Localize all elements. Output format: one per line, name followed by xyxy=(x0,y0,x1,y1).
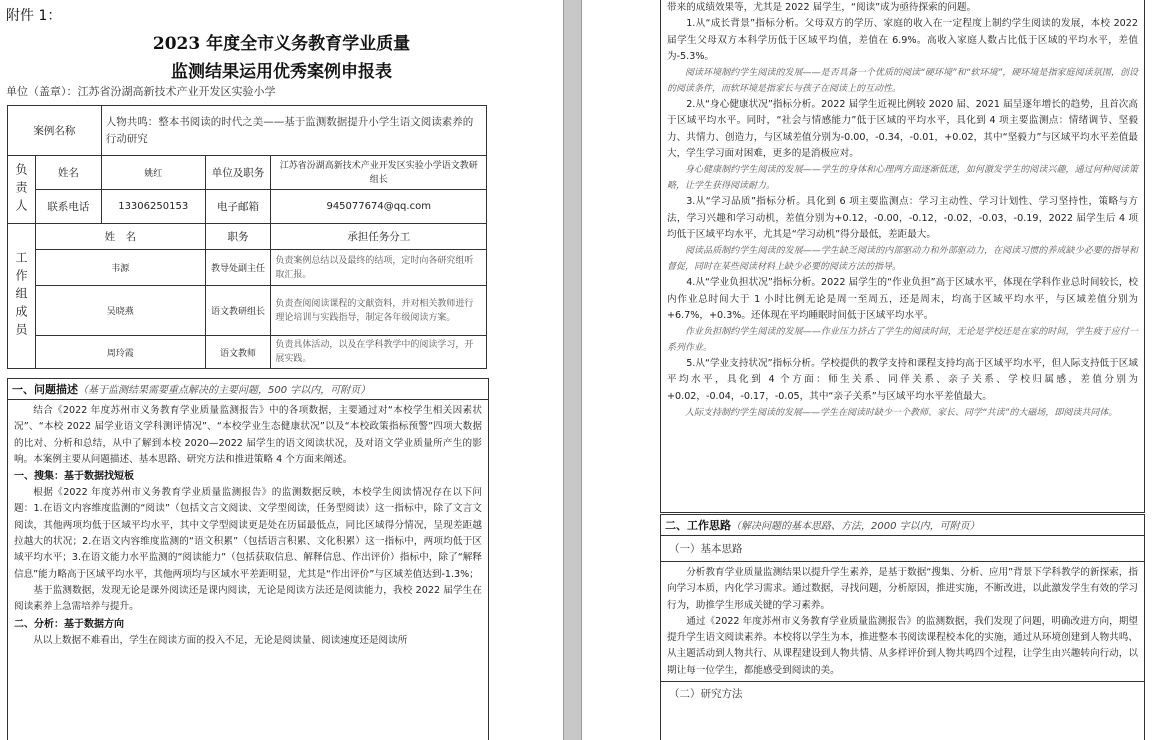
org-value: 江苏省汾湖高新技术产业开发区实验小学语文教研组长 xyxy=(271,156,487,190)
page-divider xyxy=(581,0,582,740)
team-col-name: 姓 名 xyxy=(35,224,205,250)
item-2-note: 身心健康制约学生阅读的发展——学生的身体和心理两方面逐渐低迷，如何激发学生的阅读兴趣，通过何种阅读策略，让学生获得阅读耐力。 xyxy=(667,165,1138,192)
unit-label: 单位（盖章）：江苏省汾湖高新技术产业开发区实验小学 xyxy=(6,85,276,98)
section1-heading-note: （基于监测结果需要重点解决的主要问题，500 字以内，可附页） xyxy=(78,385,371,396)
section2-heading xyxy=(661,515,1144,536)
member-task: 负责案例总结以及最终的结项，定时向各研究组听取汇报。 xyxy=(271,250,487,286)
item-4-text: 4.从“学业负担状况”指标分析。2022 届学生的“作业负担”高于区域水平，体现在学科作业总时间较长，校内作业总时间大于 1 小时比例无论是周一至周五，还是周末，均高于区域平均水平，与区域差值分别为+6.7%，+0.3%。还体现在平均睡眠时间低于区域平均水平。 xyxy=(667,277,1138,321)
item-5-note: 人际支持制约学生阅读的发展——学生在阅读时缺少一个教师、家长、同学“共读”的大磁场，即阅读共同体。 xyxy=(685,408,1118,419)
item-1-note: 阅读环境制约学生阅读的发展——是否具备一个优质的阅读“硬环境”和“软环境”，硬环境是指家庭阅读氛围，创设的阅读条件，而软环境是指家长与孩子在阅读上的互动性。 xyxy=(667,68,1138,95)
member-role: 语文教研组长 xyxy=(205,286,271,336)
email-value: 945077674@qq.com xyxy=(271,190,487,224)
section1-heading xyxy=(8,379,488,400)
attachment-label: 附件 1： xyxy=(6,8,62,24)
name-label: 姓名 xyxy=(35,156,101,190)
phone-value: 13306250153 xyxy=(101,190,205,224)
item-4-note: 作业负担制约学生阅读的发展——作业压力挤占了学生的阅读时间，无论是学校还是在家的时间，学生疲于应付一系列作业。 xyxy=(667,327,1138,354)
item-3-note: 阅读品质制约学生阅读的发展——学生缺乏阅读的内部驱动力和外部驱动力，在阅读习惯的养成缺少必要的指导和督促，同时在某些阅读材料上缺少必要的阅读方法的指导。 xyxy=(667,246,1138,273)
member-task: 负责具体活动，以及在学科教学中的阅读学习，开展实践。 xyxy=(271,336,487,369)
item-2-text: 2.从“身心健康状况”指标分析。2022 届学生近视比例较 2020 届、2021 届呈逐年增长的趋势，且首次高于区域平均水平。同时，“社会与情感能力”低于区域的平均水平，具化到 4 项主要监测点：情绪调节、坚毅力、共情力、创造力，与区域差值分别为-0.00，-0.34，-0.01，+0.02，其中“坚毅力”与区域平均水平差值最大，学生学习面对困难，更多的是消极应对。 xyxy=(667,99,1138,160)
page-divider xyxy=(563,0,564,740)
section1-heading-text: 一、问题描述 xyxy=(12,383,78,396)
team-label: 工作组成员 xyxy=(8,224,36,369)
member-name: 周玲霞 xyxy=(35,336,205,369)
member-role: 教导处副主任 xyxy=(205,250,271,286)
section2-p1: 分析教育学业质量监测结果以提升学生素养，是基于数据“搜集、分析、应用”背景下学科教学的新探索，指向学习本质，内化学习需求。通过数据，寻找问题，分析原因，推进实施，不断改进，以此激发学生有效的学习行为，助推学生形成关键的学习素养。 xyxy=(667,567,1138,611)
section1-intro: 结合《2022 年度苏州市义务教育学业质量监测报告》中的各项数据，主要通过对“本校学生相关因素状况”、“本校 2022 届学业语文学科测评情况”、“本校学业生态健康状况”以及“本校政策指标预警”四项大数据的比对、分析和总结，从中了解到本校 2020—2022 届学生的语文阅读状况，及对语文学业质量所产生的影响。本案例主要从问题描述、基本思路、研究方法和推进策略 4 个方面来阐述。 xyxy=(14,405,482,465)
right-top-line: 带来的成绩效果等，尤其是 2022 届学生，“阅读”成为亟待探索的问题。 xyxy=(667,2,977,13)
item-1-text: 1.从“成长背景”指标分析。父母双方的学历、家庭的收入在一定程度上制约学生阅读的发展，本校 2022 届学生父母双方本科学历低于区域平均值，差值在 6.9%。高收入家庭人数占比低于区域的平均水平，差值为-5.3%。 xyxy=(667,18,1138,62)
member-name: 韦源 xyxy=(35,250,205,286)
item-3-text: 3.从“学习品质”指标分析。具化到 6 项主要监测点：学习主动性、学习计划性、学习坚持性，策略与方法，学习兴趣和学习动机，差值分别为+0.12，-0.00，-0.12，-0.02，-0.03，-0.19，2022 届学生后 4 项均低于区域平均水平，尤其是“学习动机”得分最低，差距最大。 xyxy=(667,196,1138,240)
member-role: 语文教师 xyxy=(205,336,271,369)
case-name-value: 人物共鸣：整本书阅读的时代之美——基于监测数据提升小学生语文阅读素养的行动研究 xyxy=(101,106,486,156)
section2-sub2: （二）研究方法 xyxy=(661,681,1144,705)
leader-label: 负责人 xyxy=(8,156,36,224)
team-col-role: 职务 xyxy=(205,224,271,250)
section1-p3: 从以上数据不难看出，学生在阅读方面的投入不足，无论是阅读量、阅读速度还是阅读所 xyxy=(33,634,408,646)
item-5-text: 5.从“学业支持状况”指标分析。学校提供的教学支持和课程支持均高于区域平均水平，但人际支持低于区域平均水平，具化到 4 个方面：师生关系、同伴关系、亲子关系、学校归属感，差值分别为+0.02，-0.04，-0.17，-0.05，其中“亲子关系”与区域平均水平差值最大。 xyxy=(667,358,1138,402)
document-title-line1: 2023 年度全市义务教育学业质量 xyxy=(152,34,411,54)
case-name-label: 案例名称 xyxy=(8,106,102,156)
member-name: 吴晓燕 xyxy=(35,286,205,336)
section-work-approach xyxy=(660,514,1145,740)
org-label: 单位及职务 xyxy=(205,156,271,190)
document-page-right xyxy=(582,0,1155,740)
section-problem-description xyxy=(7,378,489,740)
section2-heading-text: 二、工作思路 xyxy=(665,519,731,532)
email-label: 电子邮箱 xyxy=(205,190,271,224)
section1-continued xyxy=(660,0,1145,513)
section1-sub2: 二、分析：基于数据方向 xyxy=(14,618,124,630)
team-col-task: 承担任务分工 xyxy=(271,224,487,250)
name-value: 姚红 xyxy=(101,156,205,190)
application-form-table xyxy=(7,105,487,369)
phone-label: 联系电话 xyxy=(35,190,101,224)
document-page-left xyxy=(0,0,563,740)
section2-heading-note: （解决问题的基本思路、方法，2000 字以内，可附页） xyxy=(731,521,980,532)
section1-sub1: 一、搜集：基于数据找短板 xyxy=(14,471,134,483)
section2-sub1: （一）基本思路 xyxy=(661,536,1144,562)
section2-p2: 通过《2022 年度苏州市义务教育学业质量监测报告》的监测数据，我们发现了问题，明确改进方向，期望提升学生语文阅读素养。本校将以学生为本，推进整本书阅读课程校本化的实施，通过从环境创建到人物共鸣、从主题活动到人物共行、从课程建设到人物共情、从多样评价到人物共鸣四个过程，让学生由兴趣转向行动，以期让每一位学生，都能感受到阅读的美。 xyxy=(667,615,1138,676)
document-title-line2: 监测结果运用优秀案例申报表 xyxy=(171,62,392,82)
section1-p1: 根据《2022 年度苏州市义务教育学业质量监测报告》的监测数据反映，本校学生阅读情况存在以下问题：1.在语文内容维度监测的“阅读”（包括文言文阅读、文学型阅读，任务型阅读）这一指标中，除了文言文阅读，其他两项均低于区域平均水平，其中文学型阅读更是处在历届最低点，同比区域得分情况，呈现差距越拉越大的状况；2.在语文内容维度监测的“语文积累”（包括语言积累、文化积累）这一指标中，两项均低于区域平均水平；3.在语文能力水平监测的“阅读能力”（包括获取信息、解释信息、作出评价）指标中，除了“解释信息”能力略高于区域平均水平，其他两项均与区域水平差距明显，尤其是“作出评价”与区域差值达到-1.3%； xyxy=(14,487,482,580)
section1-p2: 基于监测数据，发现无论是课外阅读还是课内阅读，无论是阅读方法还是阅读能力，我校 2022 届学生在阅读素养上急需培养与提升。 xyxy=(14,584,482,613)
member-task: 负责查阅阅读课程的文献资料，并对相关教师进行理论培训与实践指导，制定各年级阅读方案。 xyxy=(271,286,487,336)
